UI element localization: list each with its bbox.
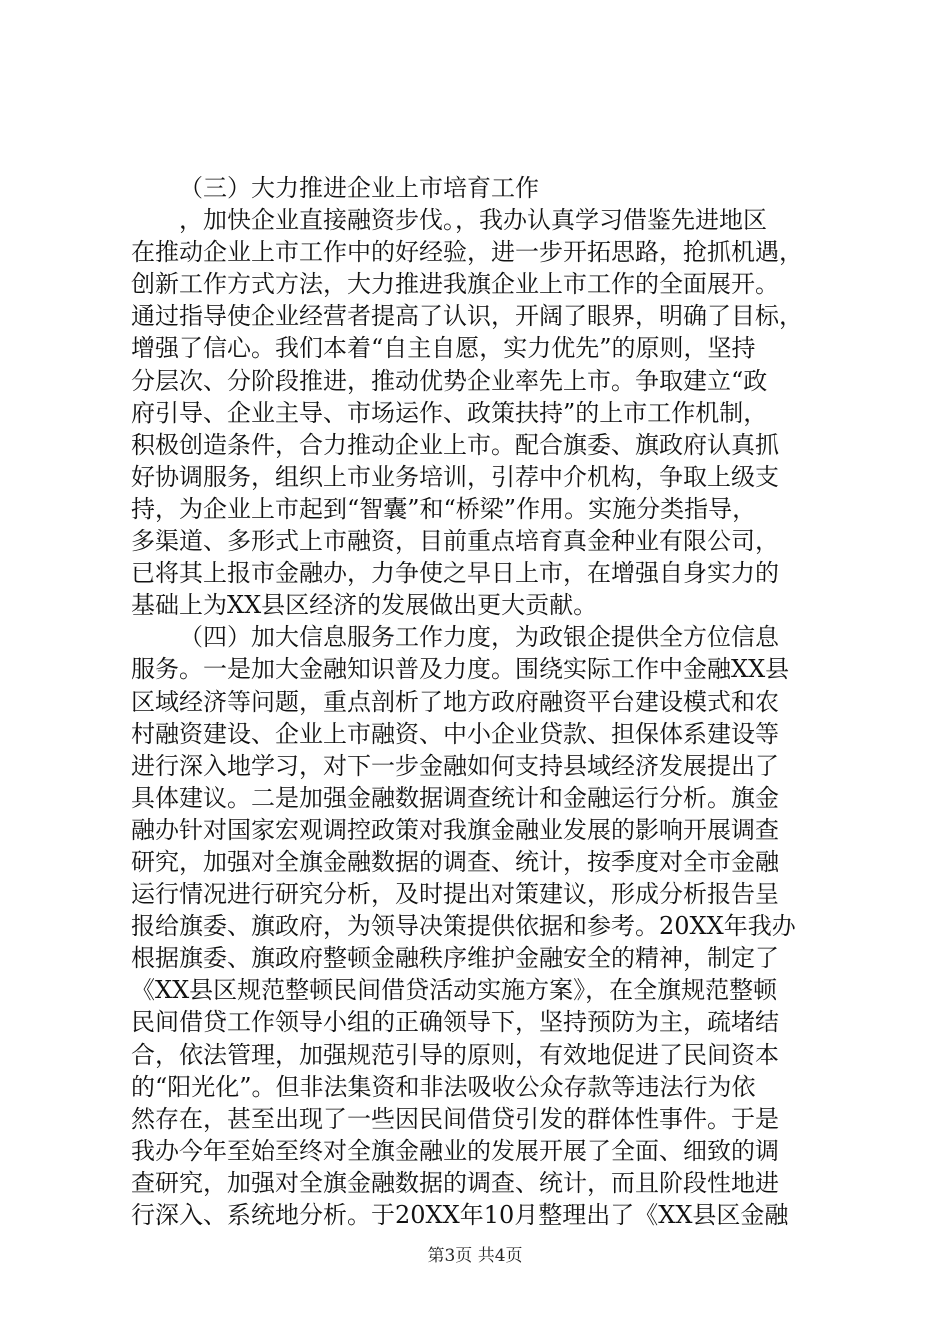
text-line: 已将其上报市金融办，力争使之早日上市，在增强自身实力的 <box>131 559 779 588</box>
text-line: 增强了信心。我们本着“自主自愿，实力优先”的原则，坚持 <box>131 334 756 363</box>
page-number-footer: 第3页 共4页 <box>427 1246 523 1266</box>
text-line: 村融资建设、企业上市融资、中小企业贷款、担保体系建设等 <box>131 719 779 748</box>
text-line: 合，依法管理，加强规范引导的原则，有效地促进了民间资本 <box>131 1040 779 1069</box>
text-line: ，加快企业直接融资步伐。，我办认真学习借鉴先进地区 <box>179 206 767 235</box>
section-heading: （三）大力推进企业上市培育工作 <box>179 174 539 202</box>
document-body <box>131 172 831 1231</box>
section-heading: （四）加大信息服务工作力度，为政银企提供全方位信息 <box>179 623 779 652</box>
text-line: 通过指导使企业经营者提高了认识，开阔了眼界，明确了目标， <box>131 302 803 331</box>
text-line: 研究，加强对全旗金融数据的调查、统计，按季度对全市金融 <box>131 847 779 876</box>
text-line: 报给旗委、旗政府，为领导决策提供依据和参考。20XX年我办 <box>131 912 796 941</box>
text-line: 基础上为XX县区经济的发展做出更大贡献。 <box>131 591 598 620</box>
text-line: 好协调服务，组织上市业务培训，引荐中介机构，争取上级支 <box>131 462 779 491</box>
text-line: 根据旗委、旗政府整顿金融秩序维护金融安全的精神，制定了 <box>131 944 779 973</box>
text-line: 服务。一是加大金融知识普及力度。围绕实际工作中金融XX县 <box>131 655 790 684</box>
text-line: 行深入、系统地分析。于20XX年10月整理出了《XX县区金融 <box>131 1201 789 1229</box>
text-line: 民间借贷工作领导小组的正确领导下，坚持预防为主，疏堵结 <box>131 1008 779 1037</box>
text-line: 我办今年至始至终对全旗金融业的发展开展了全面、细致的调 <box>131 1136 779 1165</box>
text-line: 融办针对国家宏观调控政策对我旗金融业发展的影响开展调查 <box>131 815 779 844</box>
text-line: 然存在，甚至出现了一些因民间借贷引发的群体性事件。于是 <box>131 1104 779 1133</box>
text-line: 进行深入地学习，对下一步金融如何支持县域经济发展提出了 <box>131 751 779 780</box>
text-line: 的“阳光化”。但非法集资和非法吸收公众存款等违法行为依 <box>131 1072 756 1101</box>
text-line: 在推动企业上市工作中的好经验，进一步开拓思路，抢抓机遇， <box>131 238 803 267</box>
text-line: 运行情况进行研究分析，及时提出对策建议，形成分析报告呈 <box>131 880 779 909</box>
text-line: 具体建议。二是加强金融数据调查统计和金融运行分析。旗金 <box>131 783 779 812</box>
text-line: 府引导、企业主导、市场运作、政策扶持”的上市工作机制， <box>131 398 768 427</box>
text-line: 积极创造条件，合力推动企业上市。配合旗委、旗政府认真抓 <box>131 430 779 459</box>
text-line: 《XX县区规范整顿民间借贷活动实施方案》，在全旗规范整顿 <box>131 976 778 1005</box>
text-line: 区域经济等问题，重点剖析了地方政府融资平台建设模式和农 <box>131 687 779 716</box>
text-line: 查研究，加强对全旗金融数据的调查、统计，而且阶段性地进 <box>131 1168 779 1197</box>
text-line: 分层次、分阶段推进，推动优势企业率先上市。争取建立“政 <box>131 366 768 395</box>
text-line: 创新工作方式方法，大力推进我旗企业上市工作的全面展开。 <box>131 270 779 299</box>
text-line: 多渠道、多形式上市融资，目前重点培育真金种业有限公司， <box>131 527 779 556</box>
text-line: 持，为企业上市起到“智囊”和“桥梁”作用。实施分类指导， <box>131 494 757 523</box>
